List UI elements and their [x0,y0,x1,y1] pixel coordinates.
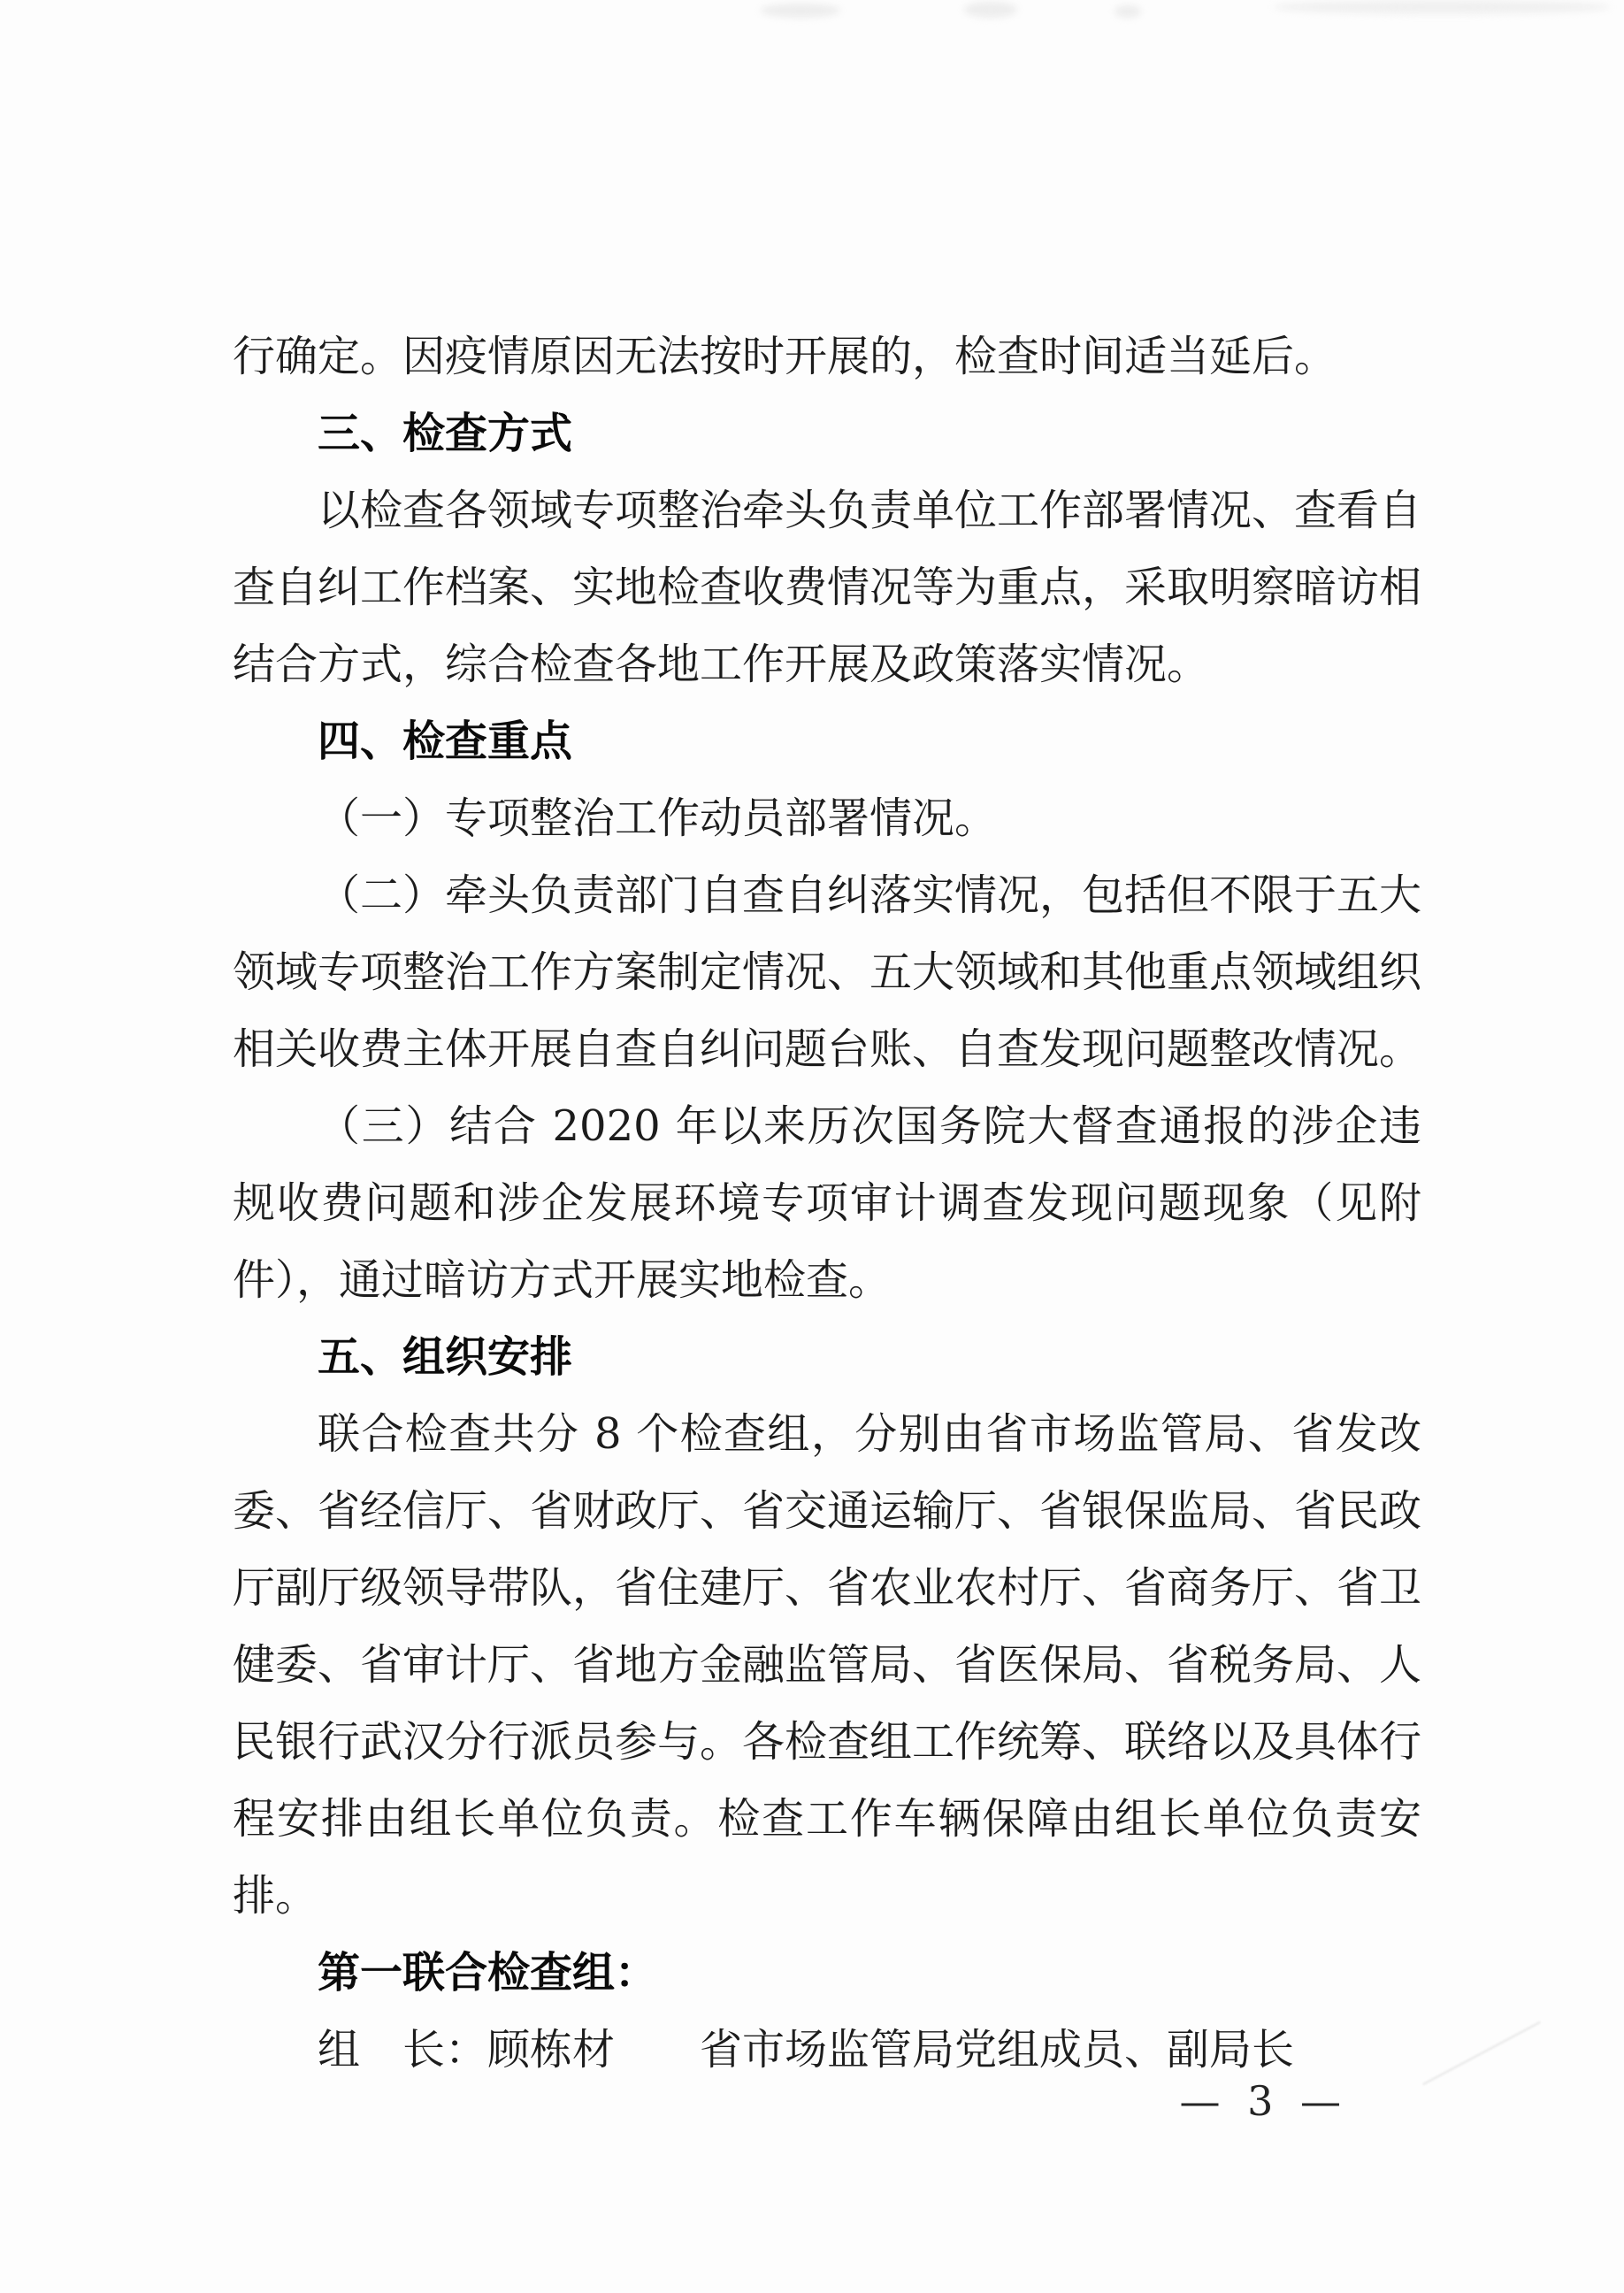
paragraph-focus-item-3: （三）结合 2020 年以来历次国务院大督查通报的涉企违规收费问题和涉企发展环境专项审计调查发现问题现象（见附件），通过暗访方式开展实地检查。 [233,1101,1421,1305]
scan-artifact [1422,2021,1540,2085]
paragraph-organization: 联合检查共分 8 个检查组，分别由省市场监管局、省发改委、省经信厅、省财政厅、省交通运输厅、省银保监局、省民政厅副厅级领导带队，省住建厅、省农业农村厅、省商务厅、省卫健委、省审计厅、省地方金融监管局、省医保局、省税务局、人民银行武汉分行派员参与。各检查组工作统筹、联络以及具体行程安排由组长单位负责。检查工作车辆保障由组长单位负责安排。 [233,1409,1422,1921]
paragraph-focus-item-2: （二）牵头负责部门自查自纠落实情况，包括但不限于五大领域专项整治工作方案制定情况、五大领域和其他重点领域组织相关收费主体开展自查自纠问题台账、自查发现问题整改情况。 [233,870,1422,1074]
section-heading-organization: 五、组织安排 [318,1332,573,1382]
document-body [233,318,1421,2089]
page-number: — 3 — [1179,2077,1348,2125]
section-heading-inspection-method: 三、检查方式 [318,409,573,458]
scan-artifact [1274,0,1610,14]
scan-artifact [964,2,1017,18]
subheading-first-joint-inspection-group: 第一联合检查组： [318,1948,658,1998]
paragraph-continuation: 行确定。因疫情原因无法按时开展的，检查时间适当延后。 [233,332,1337,381]
section-heading-inspection-focus: 四、检查重点 [318,717,573,766]
paragraph-focus-item-1: （一）专项整治工作动员部署情况。 [318,794,998,843]
scan-artifact [761,4,840,18]
paragraph-inspection-method: 以检查各领域专项整治牵头负责单位工作部署情况、查看自查自纠工作档案、实地检查收费情况等为重点，采取明察暗访相结合方式，综合检查各地工作开展及政策落实情况。 [233,486,1422,689]
paragraph-group-leader: 组 长：顾栋材 省市场监管局党组成员、副局长 [318,2025,1295,2074]
scan-artifact [1115,5,1141,18]
